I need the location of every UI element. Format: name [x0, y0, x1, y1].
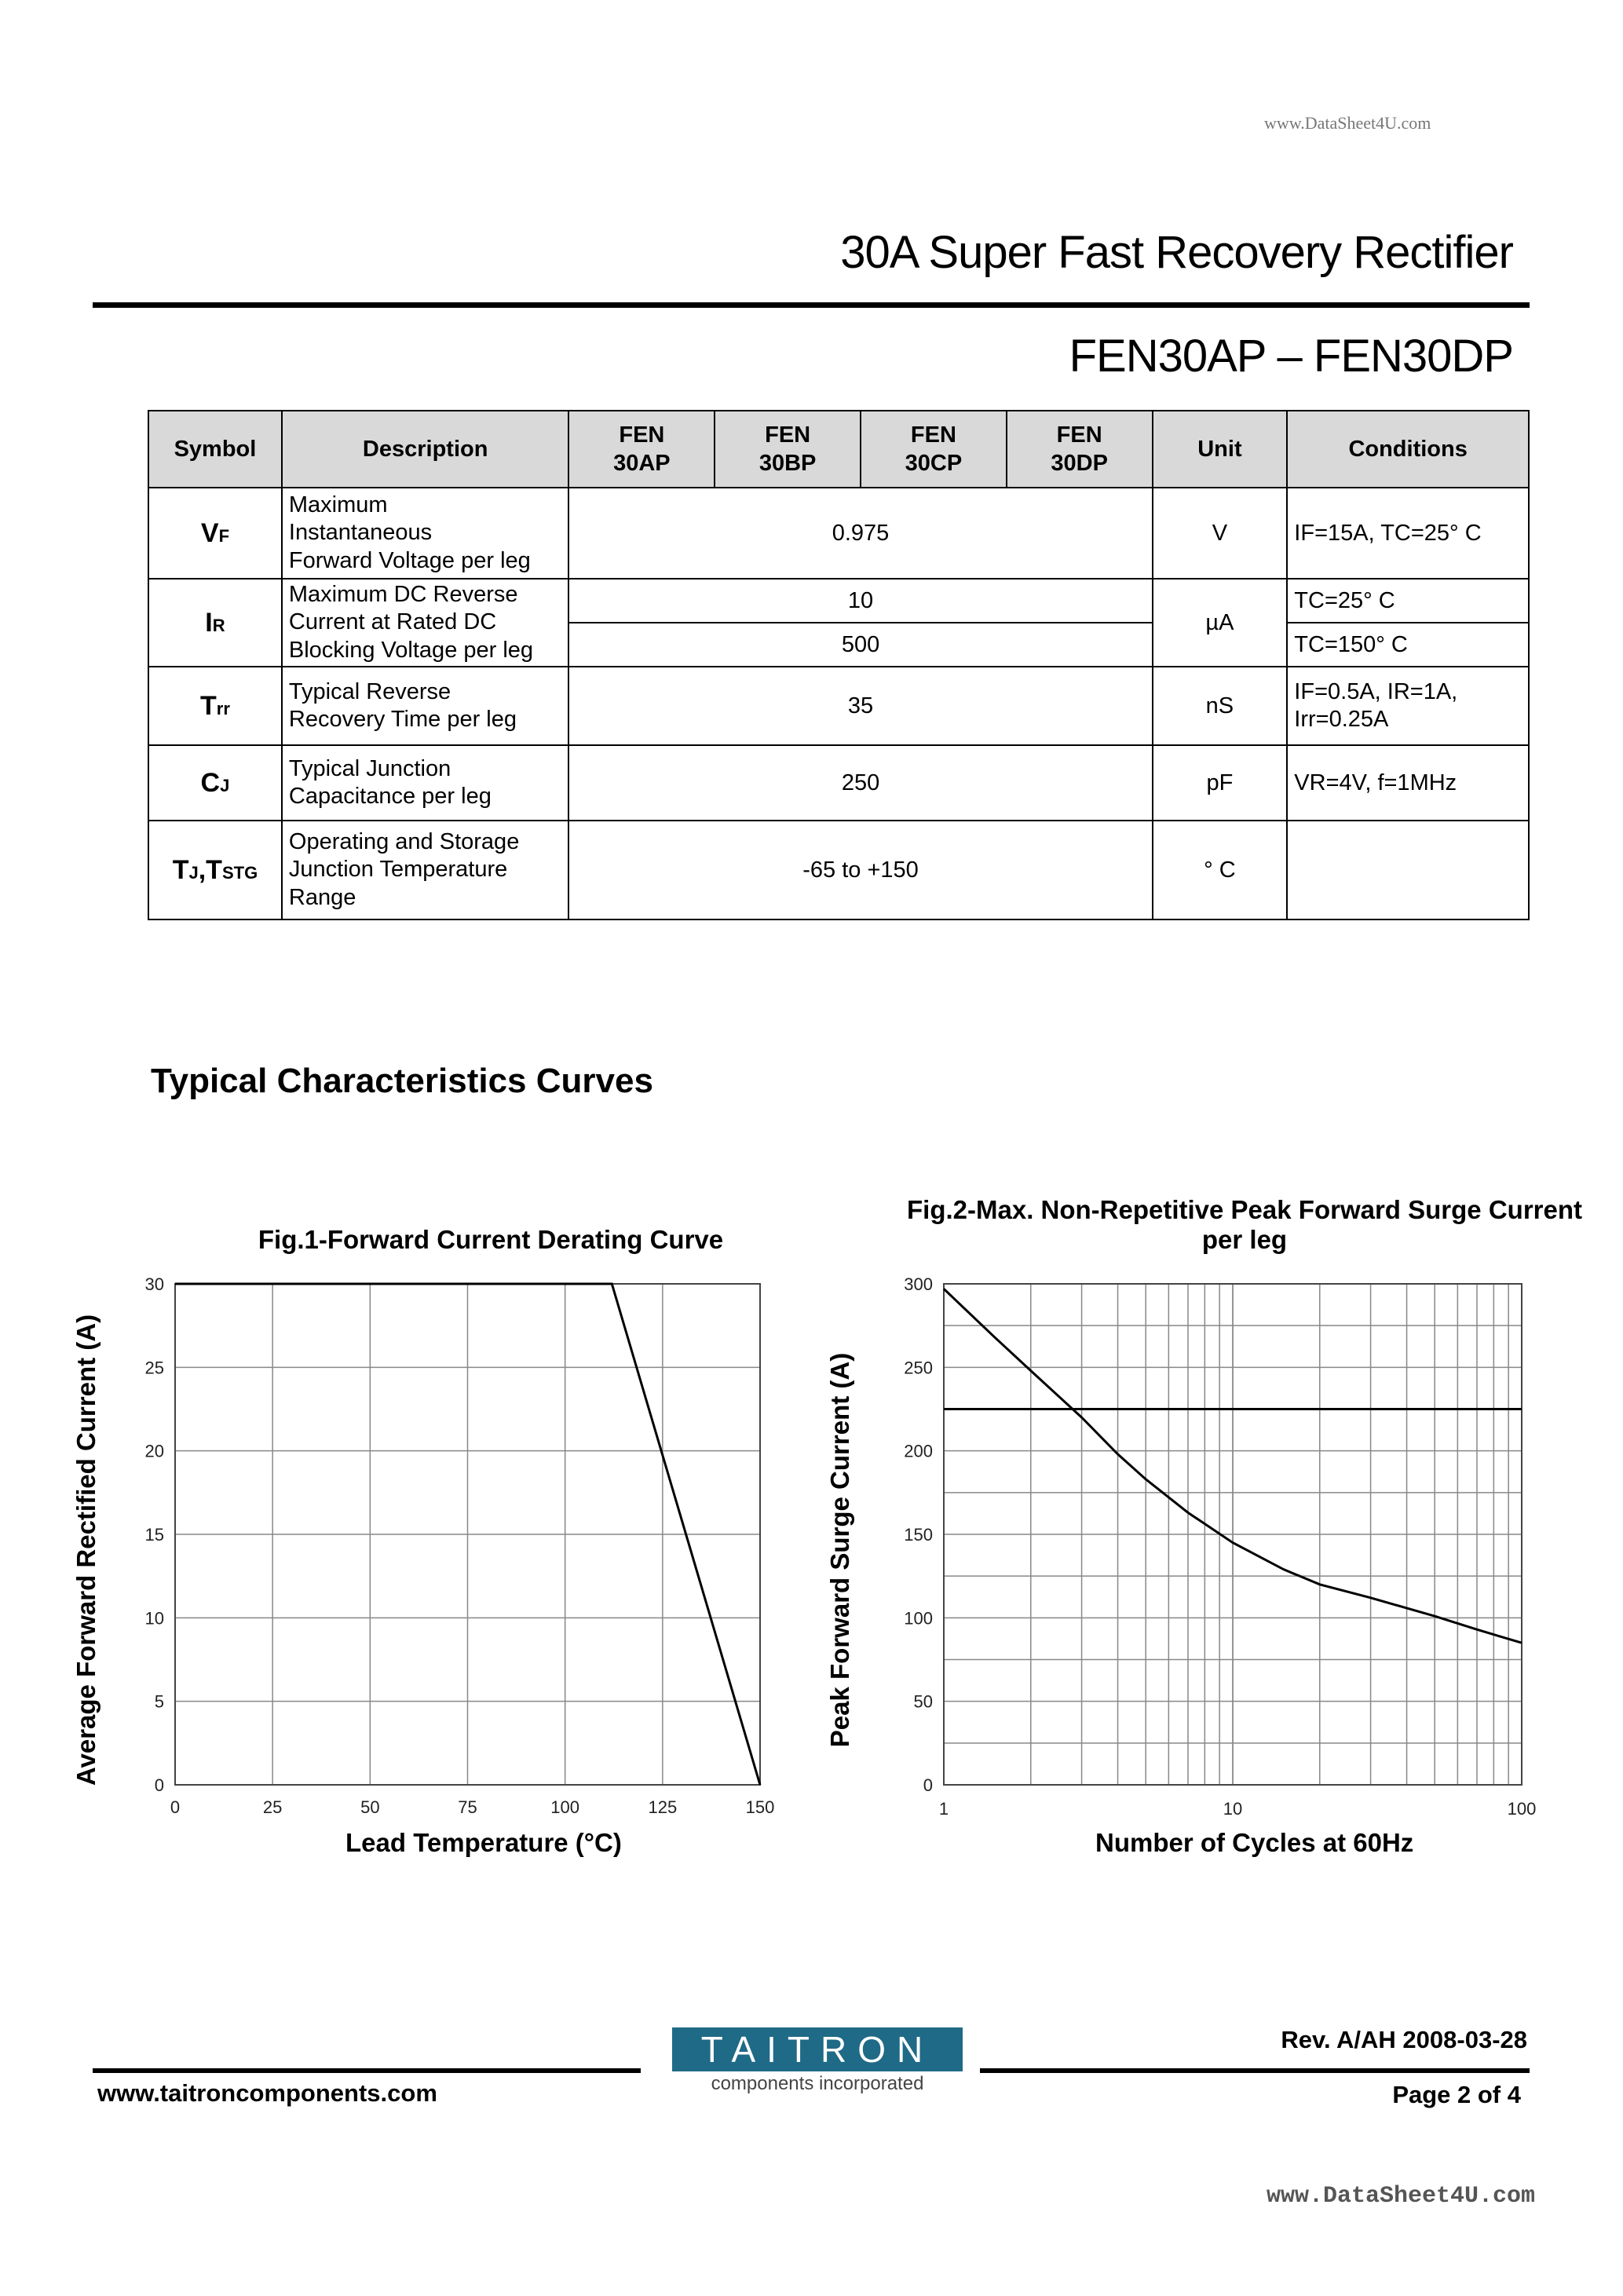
chart1-x-tick-label: 125	[648, 1797, 678, 1817]
watermark-bottom: www.DataSheet4U.com	[1266, 2183, 1535, 2210]
chart2-x-tick-label: 1	[938, 1799, 949, 1818]
taitron-logo-subtitle: components incorporated	[711, 2073, 924, 2094]
watermark-top: www.DataSheet4U.com	[1264, 113, 1431, 133]
unit: ° C	[1153, 821, 1288, 919]
chart2-ylabel: Peak Forward Surge Current (A)	[825, 1352, 854, 1748]
chart2-y-tick-label: 300	[904, 1274, 933, 1294]
header-unit: Unit	[1153, 411, 1288, 488]
title-rule	[93, 302, 1530, 308]
symbol-trr: Trr	[148, 667, 282, 745]
chart1-x-tick-label: 0	[170, 1797, 181, 1817]
website-link[interactable]: www.taitroncomponents.com	[97, 2079, 437, 2107]
unit: µA	[1153, 579, 1288, 667]
header-fen30ap: FEN 30AP	[568, 411, 715, 488]
table-row	[148, 745, 1529, 821]
symbol-tj-tstg: TJ,TSTG	[148, 821, 282, 919]
unit: nS	[1153, 667, 1288, 745]
chart1-y-tick-label: 10	[144, 1608, 164, 1629]
chart1-y-tick-label: 5	[154, 1691, 164, 1712]
description: Maximum DC Reverse Current at Rated DC Blocking Voltage per leg	[282, 579, 569, 667]
specs-table	[148, 410, 1530, 920]
description: Typical Reverse Recovery Time per leg	[282, 667, 569, 745]
chart1-x-tick-label: 150	[745, 1797, 775, 1817]
section-title: Typical Characteristics Curves	[151, 1062, 653, 1100]
chart2-y-tick-label: 150	[904, 1525, 933, 1545]
condition: TC=25° C	[1287, 579, 1529, 623]
document-title: 30A Super Fast Recovery Rectifier	[840, 227, 1513, 278]
chart1-ylabel: Average Forward Rectified Current (A)	[71, 1314, 101, 1786]
chart2-title: Fig.2-Max. Non-Repetitive Peak Forward Surge Current per leg	[907, 1195, 1582, 1254]
value: 500	[568, 623, 1152, 667]
condition: VR=4V, f=1MHz	[1287, 745, 1529, 821]
symbol-cj: CJ	[148, 745, 282, 821]
header-description: Description	[282, 411, 569, 488]
chart1-x-tick-label: 100	[550, 1797, 580, 1817]
chart1-y-tick-label: 20	[144, 1441, 164, 1461]
chart1-xlabel: Lead Temperature (°C)	[345, 1828, 622, 1857]
page-number: Page 2 of 4	[1392, 2081, 1521, 2108]
header-conditions: Conditions	[1287, 411, 1529, 488]
chart2-y-tick-label: 0	[923, 1775, 933, 1795]
revision: Rev. A/AH 2008-03-28	[1281, 2026, 1527, 2053]
unit: V	[1153, 488, 1288, 579]
chart1-title: Fig.1-Forward Current Derating Curve	[258, 1225, 724, 1254]
chart2-y-tick-label: 250	[904, 1358, 933, 1378]
description: Maximum Instantaneous Forward Voltage per leg	[282, 488, 569, 579]
chart2-y-tick-label: 200	[904, 1441, 933, 1461]
footer-rule-right	[980, 2068, 1530, 2073]
description: Typical Junction Capacitance per leg	[282, 745, 569, 821]
value: 250	[568, 745, 1152, 821]
chart1-x-tick-label: 75	[458, 1797, 477, 1817]
condition: IF=0.5A, IR=1A, Irr=0.25A	[1287, 667, 1529, 745]
condition: TC=150° C	[1287, 623, 1529, 667]
chart2-x-tick-label: 10	[1223, 1799, 1243, 1818]
unit: pF	[1153, 745, 1288, 821]
chart2-y-tick-label: 50	[913, 1691, 933, 1712]
symbol-vf: VF	[148, 488, 282, 579]
chart2-xlabel: Number of Cycles at 60Hz	[1095, 1828, 1414, 1857]
chart1-derating-curve	[55, 1252, 809, 1818]
footer-rule-left	[93, 2068, 641, 2073]
condition: IF=15A, TC=25° C	[1287, 488, 1529, 579]
chart1-y-tick-label: 25	[144, 1358, 164, 1378]
chart1-x-tick-label: 25	[262, 1797, 283, 1817]
table-row	[148, 667, 1529, 745]
header-fen30cp: FEN 30CP	[861, 411, 1007, 488]
chart1-y-tick-label: 30	[144, 1274, 164, 1294]
value: -65 to +150	[568, 821, 1152, 919]
chart2-surge-curve	[887, 1252, 1563, 1818]
chart1-y-tick-label: 15	[144, 1525, 164, 1545]
condition	[1287, 821, 1529, 919]
symbol-ir: IR	[148, 579, 282, 667]
table-row	[148, 488, 1529, 579]
chart1-y-tick-label: 0	[154, 1775, 164, 1795]
taitron-logo: TAITRON	[672, 2027, 963, 2071]
description: Operating and Storage Junction Temperature Range	[282, 821, 569, 919]
value: 0.975	[568, 488, 1152, 579]
table-row	[148, 579, 1529, 623]
part-range: FEN30AP – FEN30DP	[1069, 331, 1513, 382]
header-symbol: Symbol	[148, 411, 282, 488]
header-row	[148, 411, 1529, 488]
header-fen30dp: FEN 30DP	[1007, 411, 1153, 488]
header-fen30bp: FEN 30BP	[715, 411, 861, 488]
chart2-y-tick-label: 100	[904, 1608, 933, 1629]
chart1-x-tick-label: 50	[360, 1797, 380, 1817]
chart2-x-tick-label: 100	[1507, 1799, 1537, 1818]
value: 10	[568, 579, 1152, 623]
table-row	[148, 821, 1529, 919]
value: 35	[568, 667, 1152, 745]
